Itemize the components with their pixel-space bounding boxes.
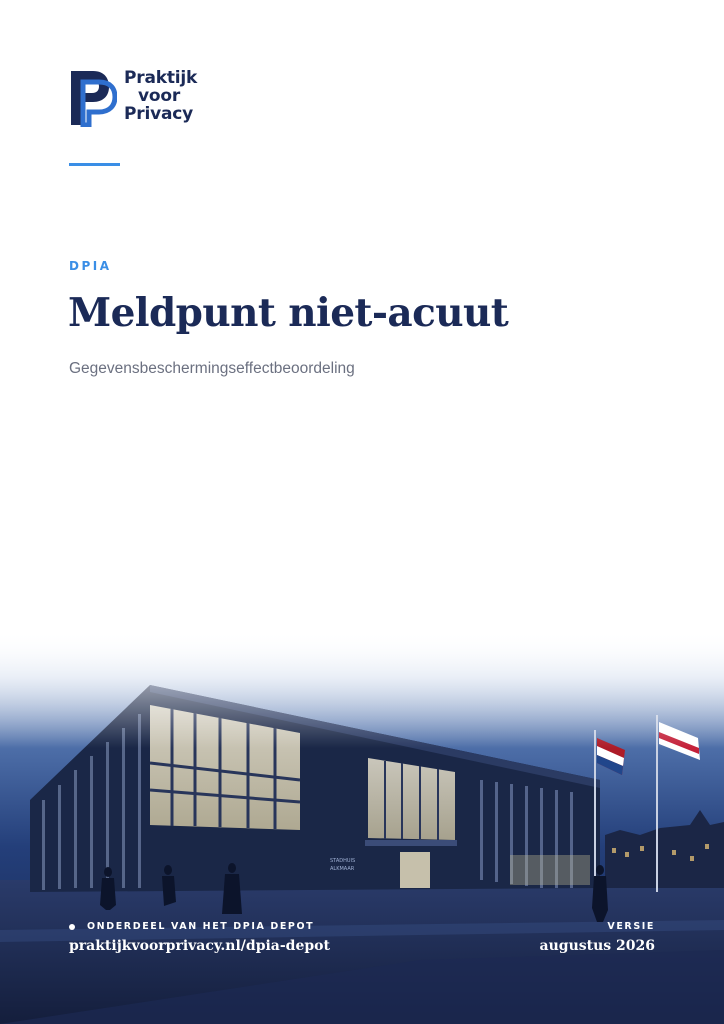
eyebrow-label: DPIA bbox=[69, 259, 112, 273]
bullet-dot-icon bbox=[69, 924, 75, 930]
accent-divider bbox=[69, 163, 120, 166]
cover-photo bbox=[0, 630, 724, 1024]
document-subtitle: Gegevensbeschermingseffectbeoordeling bbox=[69, 360, 355, 377]
logo-text-line-1: Praktijk bbox=[124, 68, 198, 88]
depot-url-link[interactable]: praktijkvoorprivacy.nl/dpia-depot bbox=[69, 938, 330, 954]
logo bbox=[69, 69, 197, 127]
version-label: VERSIE bbox=[607, 921, 655, 932]
logo-text-line-3: Privacy bbox=[124, 104, 193, 124]
city-hall-night-photo bbox=[0, 630, 724, 1024]
footer-right bbox=[540, 921, 655, 954]
version-value: augustus 2026 bbox=[539, 938, 655, 954]
logo-text-line-2: voor bbox=[138, 86, 181, 106]
pp-logo-icon bbox=[69, 69, 117, 127]
part-of-label: ONDERDEEL VAN HET DPIA DEPOT bbox=[87, 921, 315, 932]
footer-left bbox=[69, 921, 330, 954]
document-title: Meldpunt niet-acuut bbox=[68, 290, 509, 336]
